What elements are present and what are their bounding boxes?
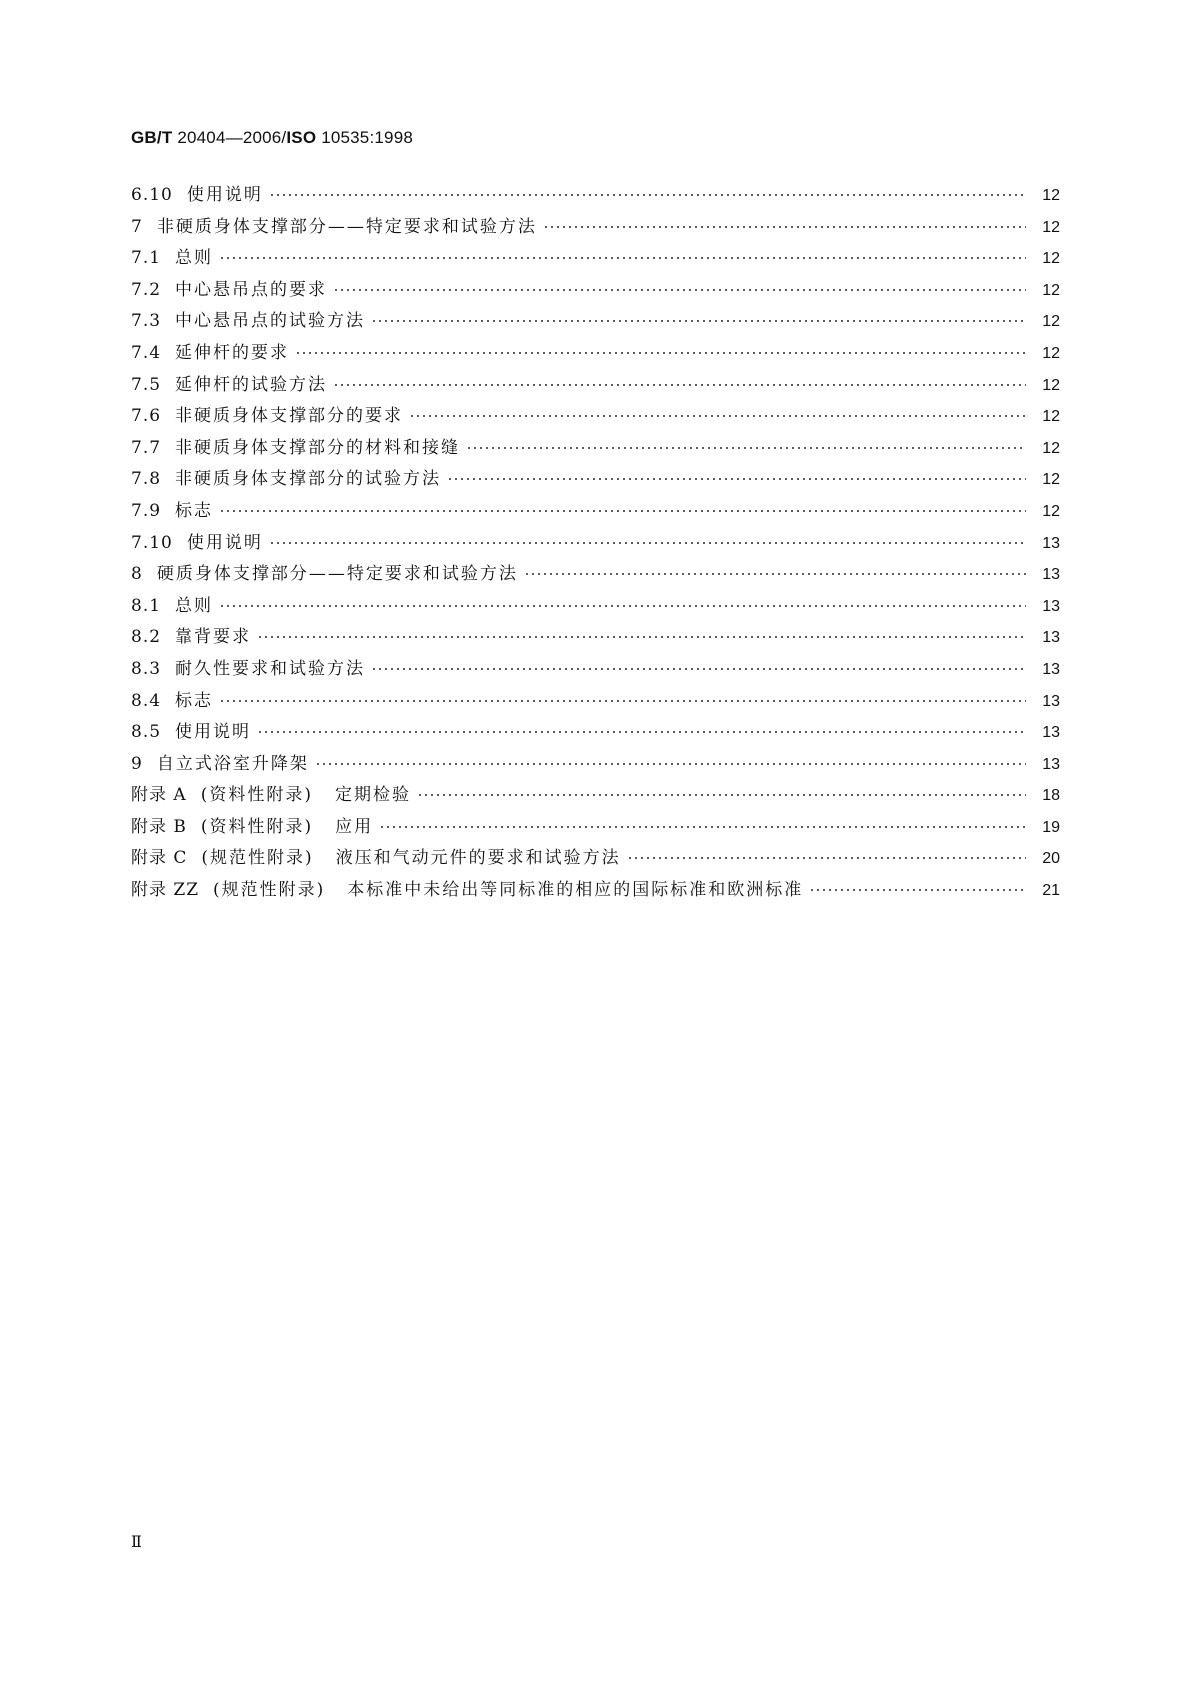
toc-entry-page: 12 bbox=[1042, 471, 1060, 489]
toc-entry-page: 12 bbox=[1042, 250, 1060, 268]
toc-entry[interactable] bbox=[131, 212, 1060, 244]
toc-dot-leader bbox=[466, 447, 1026, 449]
toc-entry-page: 13 bbox=[1042, 724, 1060, 742]
toc-dot-leader bbox=[219, 257, 1026, 259]
toc-entry-page: 13 bbox=[1042, 629, 1060, 647]
toc-entry-title: (规范性附录) bbox=[213, 880, 326, 901]
toc-entry-title: (规范性附录) bbox=[201, 848, 314, 869]
iso-prefix: ISO bbox=[286, 128, 317, 147]
toc-entry-number: 附录 B bbox=[131, 816, 187, 837]
toc-dot-leader bbox=[219, 605, 1026, 607]
toc-entry-title: 标志 bbox=[175, 500, 214, 521]
toc-entry[interactable] bbox=[131, 306, 1060, 338]
toc-entry-subtitle: 定期检验 bbox=[334, 785, 411, 806]
toc-entry-title: 自立式浴室升降架 bbox=[156, 753, 309, 774]
toc-dot-leader bbox=[447, 478, 1026, 480]
toc-entry-title: (资料性附录) bbox=[200, 816, 314, 837]
toc-dot-leader bbox=[543, 226, 1026, 228]
toc-dot-leader bbox=[295, 352, 1026, 354]
toc-entry-page: 18 bbox=[1042, 787, 1060, 805]
std-number: 20404—2006/ bbox=[172, 128, 287, 147]
toc-entry-title: 总则 bbox=[175, 595, 214, 616]
toc-entry[interactable] bbox=[131, 433, 1060, 465]
toc-entry-title: 耐久性要求和试验方法 bbox=[175, 658, 366, 679]
toc-entry-title: 中心悬吊点的试验方法 bbox=[175, 311, 366, 332]
toc-entry-page: 13 bbox=[1042, 755, 1060, 773]
toc-entry-number: 附录 ZZ bbox=[131, 880, 200, 901]
toc-entry-number: 7.6 bbox=[131, 406, 162, 427]
toc-entry-number: 7.1 bbox=[131, 248, 162, 269]
toc-entry-title: 使用说明 bbox=[186, 532, 263, 553]
iso-number: 10535:1998 bbox=[316, 128, 414, 147]
toc-entry-number: 7.5 bbox=[131, 374, 162, 395]
toc-entry[interactable] bbox=[131, 686, 1060, 718]
toc-dot-leader bbox=[409, 415, 1026, 417]
toc-entry[interactable] bbox=[131, 622, 1060, 654]
toc-entry-number: 9 bbox=[131, 753, 143, 774]
toc-dot-leader bbox=[379, 826, 1026, 828]
toc-entry-number: 附录 C bbox=[131, 848, 188, 869]
standard-header bbox=[131, 128, 413, 148]
toc-entry-number: 7.9 bbox=[131, 500, 162, 521]
toc-entry-title: 非硬质身体支撑部分——特定要求和试验方法 bbox=[156, 216, 537, 237]
toc-entry-title: (资料性附录) bbox=[200, 785, 313, 806]
toc-entry-page: 13 bbox=[1042, 660, 1060, 678]
toc-dot-leader bbox=[333, 384, 1026, 386]
toc-entry[interactable] bbox=[131, 401, 1060, 433]
toc-entry[interactable] bbox=[131, 812, 1060, 844]
toc-entry-page: 13 bbox=[1042, 566, 1060, 584]
table-of-contents bbox=[131, 180, 1060, 907]
toc-dot-leader bbox=[371, 320, 1026, 322]
toc-entry[interactable] bbox=[131, 180, 1060, 212]
toc-entry-number: 7.10 bbox=[131, 532, 173, 553]
toc-entry[interactable] bbox=[131, 528, 1060, 560]
toc-entry[interactable] bbox=[131, 559, 1060, 591]
toc-entry-page: 13 bbox=[1042, 597, 1060, 615]
toc-entry-title: 延伸杆的要求 bbox=[175, 342, 290, 363]
toc-entry-title: 非硬质身体支撑部分的要求 bbox=[175, 406, 404, 427]
toc-entry-page: 12 bbox=[1042, 313, 1060, 331]
toc-dot-leader bbox=[269, 542, 1026, 544]
page-number: Ⅱ bbox=[131, 1532, 142, 1551]
toc-entry-number: 8.1 bbox=[131, 595, 162, 616]
toc-entry-number: 7 bbox=[131, 216, 143, 237]
toc-entry-number: 6.10 bbox=[131, 185, 173, 205]
toc-entry-page: 12 bbox=[1042, 502, 1060, 520]
toc-entry-page: 21 bbox=[1042, 882, 1060, 900]
toc-dot-leader bbox=[627, 857, 1026, 859]
toc-dot-leader bbox=[417, 794, 1026, 796]
toc-entry[interactable] bbox=[131, 370, 1060, 402]
toc-entry-page: 12 bbox=[1042, 376, 1060, 394]
toc-entry-number: 8.3 bbox=[131, 658, 162, 679]
toc-entry[interactable] bbox=[131, 591, 1060, 623]
toc-dot-leader bbox=[257, 636, 1026, 638]
toc-entry-number: 7.3 bbox=[131, 311, 162, 332]
toc-entry-subtitle: 应用 bbox=[335, 816, 374, 837]
toc-entry[interactable] bbox=[131, 275, 1060, 307]
toc-dot-leader bbox=[333, 289, 1026, 291]
toc-entry-page: 19 bbox=[1042, 818, 1060, 836]
toc-entry-number: 8.4 bbox=[131, 690, 162, 711]
toc-entry-title: 使用说明 bbox=[175, 722, 252, 743]
toc-dot-leader bbox=[269, 194, 1026, 196]
toc-entry-title: 延伸杆的试验方法 bbox=[175, 374, 328, 395]
toc-entry-number: 8 bbox=[131, 564, 143, 585]
toc-entry-title: 总则 bbox=[175, 248, 214, 269]
toc-entry[interactable] bbox=[131, 717, 1060, 749]
toc-entry-page: 12 bbox=[1042, 344, 1060, 362]
toc-entry-title: 使用说明 bbox=[186, 185, 263, 205]
toc-entry-number: 附录 A bbox=[131, 785, 187, 806]
toc-entry[interactable] bbox=[131, 843, 1060, 875]
toc-entry-page: 12 bbox=[1042, 281, 1060, 299]
toc-entry[interactable] bbox=[131, 496, 1060, 528]
toc-entry-number: 7.7 bbox=[131, 437, 162, 458]
toc-entry[interactable] bbox=[131, 243, 1060, 275]
toc-entry[interactable] bbox=[131, 654, 1060, 686]
toc-entry-page: 12 bbox=[1042, 408, 1060, 426]
toc-entry[interactable] bbox=[131, 875, 1060, 907]
toc-dot-leader bbox=[315, 763, 1026, 765]
toc-entry-title: 非硬质身体支撑部分的试验方法 bbox=[175, 469, 442, 490]
toc-entry-page: 12 bbox=[1042, 439, 1060, 457]
toc-entry[interactable] bbox=[131, 464, 1060, 496]
toc-entry-number: 8.2 bbox=[131, 627, 162, 648]
toc-entry-number: 7.8 bbox=[131, 469, 162, 490]
toc-entry[interactable] bbox=[131, 780, 1060, 812]
toc-entry-page: 12 bbox=[1042, 218, 1060, 236]
toc-entry-page: 13 bbox=[1042, 692, 1060, 710]
toc-entry[interactable] bbox=[131, 749, 1060, 781]
toc-entry-number: 7.2 bbox=[131, 279, 162, 300]
toc-entry-title: 标志 bbox=[175, 690, 214, 711]
toc-entry-title: 非硬质身体支撑部分的材料和接缝 bbox=[175, 437, 461, 458]
toc-entry-page: 12 bbox=[1042, 187, 1060, 204]
toc-dot-leader bbox=[219, 700, 1026, 702]
toc-entry-number: 8.5 bbox=[131, 722, 162, 743]
toc-dot-leader bbox=[371, 668, 1026, 670]
toc-entry-page: 20 bbox=[1042, 850, 1060, 868]
toc-entry-subtitle: 液压和气动元件的要求和试验方法 bbox=[335, 848, 621, 869]
toc-dot-leader bbox=[257, 731, 1026, 733]
toc-dot-leader bbox=[809, 889, 1026, 891]
toc-dot-leader bbox=[219, 510, 1026, 512]
toc-entry-subtitle: 本标准中未给出等同标准的相应的国际标准和欧洲标准 bbox=[347, 880, 804, 901]
std-prefix: GB/T bbox=[131, 128, 173, 147]
toc-entry-title: 硬质身体支撑部分——特定要求和试验方法 bbox=[156, 564, 518, 585]
toc-entry-number: 7.4 bbox=[131, 342, 162, 363]
toc-entry-page: 13 bbox=[1042, 534, 1060, 552]
toc-entry-title: 靠背要求 bbox=[175, 627, 252, 648]
toc-entry-title: 中心悬吊点的要求 bbox=[175, 279, 328, 300]
toc-entry[interactable] bbox=[131, 338, 1060, 370]
toc-dot-leader bbox=[524, 573, 1026, 575]
